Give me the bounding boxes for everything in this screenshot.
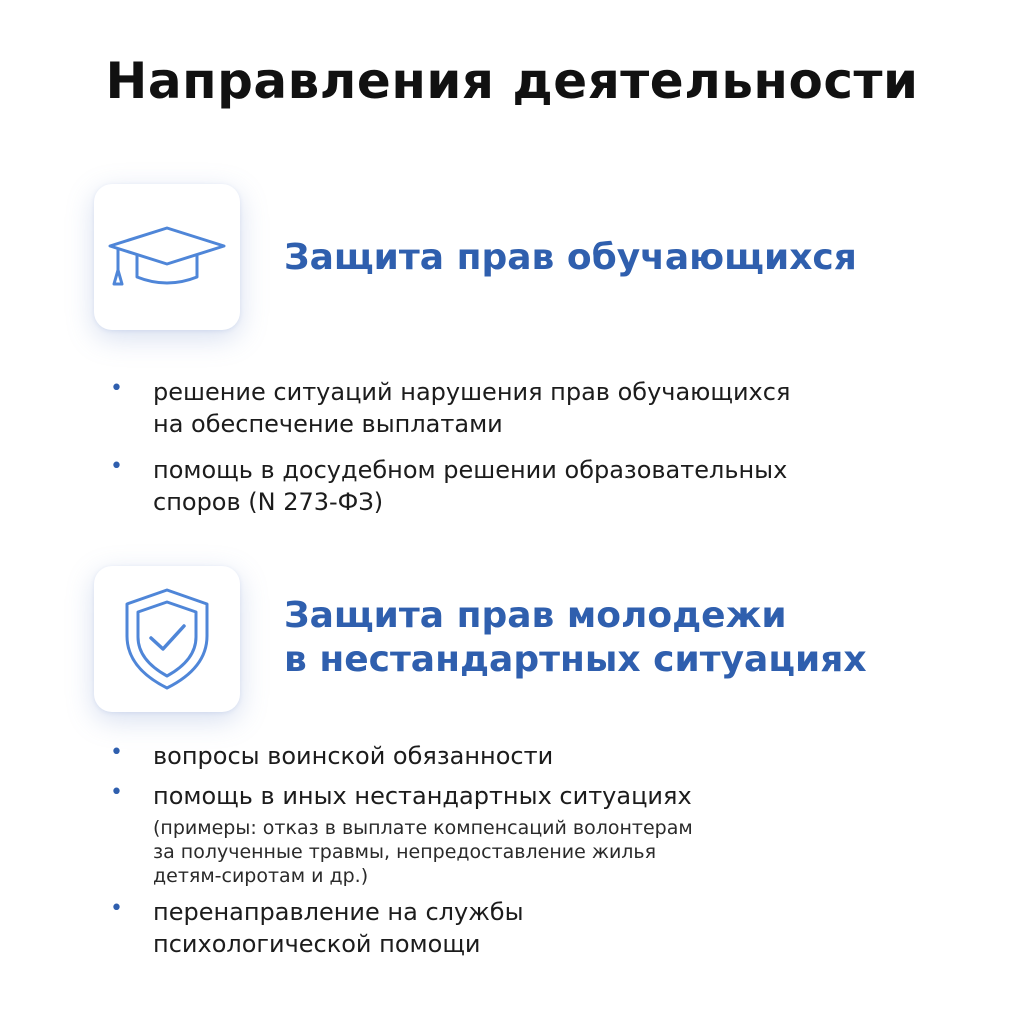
list-item [108, 896, 988, 960]
list-item [108, 376, 988, 440]
list-item [108, 780, 988, 888]
youth-icon-card [94, 566, 240, 712]
list-item [108, 740, 988, 772]
list-item-text: вопросы воинской обязанности [153, 742, 554, 770]
graduation-cap-icon [104, 222, 230, 292]
bullet-icon: • [110, 376, 123, 401]
list-item-note [153, 816, 988, 888]
bullet-icon: • [110, 896, 123, 921]
list-item [108, 454, 988, 518]
list-item-text: на обеспечение выплатами [153, 410, 503, 438]
education-icon-card [94, 184, 240, 330]
youth-rights-list [108, 740, 988, 968]
page-title: Направления деятельности [105, 52, 919, 110]
list-item-text: помощь в иных нестандартных ситуациях [153, 782, 692, 810]
shield-check-icon [119, 586, 215, 692]
students-rights-list [108, 376, 988, 532]
note-line: (примеры: отказ в выплате компенсаций волонтерам [153, 817, 693, 839]
bullet-icon: • [110, 780, 123, 805]
list-item-text: психологической помощи [153, 930, 481, 958]
list-item-text: перенаправление на службы [153, 898, 524, 926]
section-heading-line: в нестандартных ситуациях [284, 639, 867, 680]
bullet-icon: • [110, 454, 123, 479]
section-heading-youth [284, 594, 867, 682]
section-heading-students: Защита прав обучающихся [284, 237, 857, 278]
bullet-icon: • [110, 740, 123, 765]
list-item-text: споров (N 273-ФЗ) [153, 488, 384, 516]
list-item-text: помощь в досудебном решении образовательных [153, 456, 788, 484]
note-line: за полученные травмы, непредоставление жилья [153, 841, 657, 863]
list-item-text: решение ситуаций нарушения прав обучающихся [153, 378, 791, 406]
section-heading-line: Защита прав молодежи [284, 595, 787, 636]
note-line: детям-сиротам и др.) [153, 865, 369, 887]
